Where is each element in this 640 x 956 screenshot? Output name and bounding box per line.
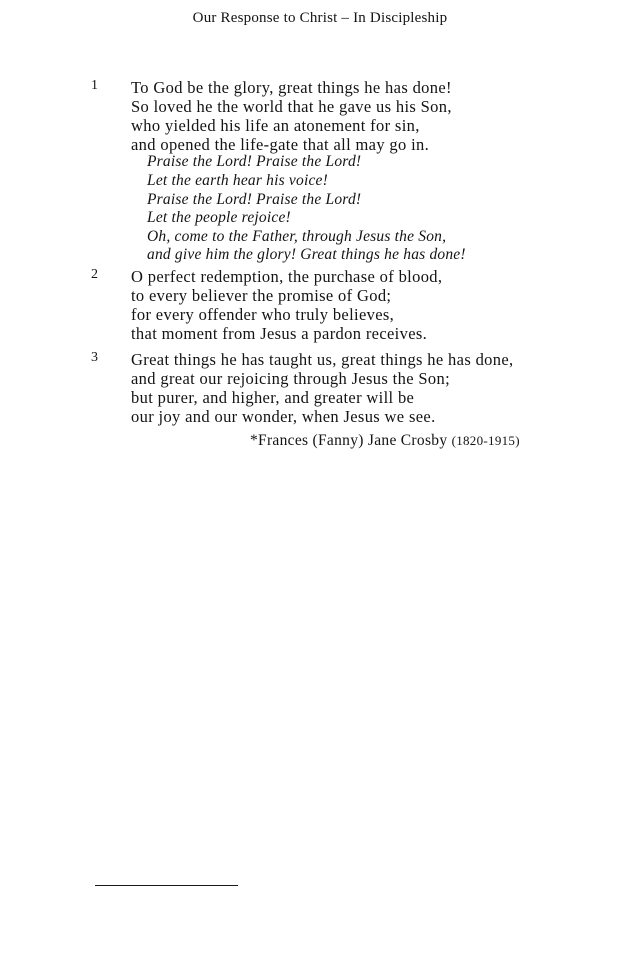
- verse-line: and great our rejoicing through Jesus the Son;: [131, 369, 450, 388]
- verse-line: but purer, and higher, and greater will be: [131, 388, 415, 407]
- refrain-line: Let the earth hear his voice!: [147, 172, 328, 189]
- author-name: *Frances (Fanny) Jane Crosby: [250, 432, 448, 449]
- refrain-line: Praise the Lord! Praise the Lord!: [147, 191, 362, 208]
- footnote-rule: [95, 885, 238, 886]
- verse-line: for every offender who truly believes,: [131, 305, 395, 324]
- running-title: Our Response to Christ – In Discipleship: [192, 10, 448, 26]
- verse-number: 3: [91, 350, 98, 365]
- verse-line: and opened the life-gate that all may go in.: [131, 135, 430, 154]
- verse-line: To God be the glory, great things he has done!: [131, 78, 452, 97]
- verse-line: to every believer the promise of God;: [131, 286, 392, 305]
- author-dates: (1820-1915): [451, 433, 520, 448]
- verse-number: 2: [91, 267, 98, 282]
- verse-line: who yielded his life an atonement for sin,: [131, 116, 420, 135]
- verse-number: 1: [91, 78, 98, 93]
- verse-line: O perfect redemption, the purchase of blood,: [131, 267, 443, 286]
- refrain-line: and give him the glory! Great things he has done!: [147, 246, 466, 263]
- refrain-line: Oh, come to the Father, through Jesus the Son,: [147, 228, 447, 245]
- attribution: [250, 432, 520, 450]
- verse-line: our joy and our wonder, when Jesus we see.: [131, 407, 436, 426]
- refrain-line: Praise the Lord! Praise the Lord!: [147, 153, 362, 170]
- verse-line: So loved he the world that he gave us his Son,: [131, 97, 452, 116]
- refrain-line: Let the people rejoice!: [147, 209, 291, 226]
- verse-line: Great things he has taught us, great things he has done,: [131, 350, 514, 369]
- verse-line: that moment from Jesus a pardon receives.: [131, 324, 428, 343]
